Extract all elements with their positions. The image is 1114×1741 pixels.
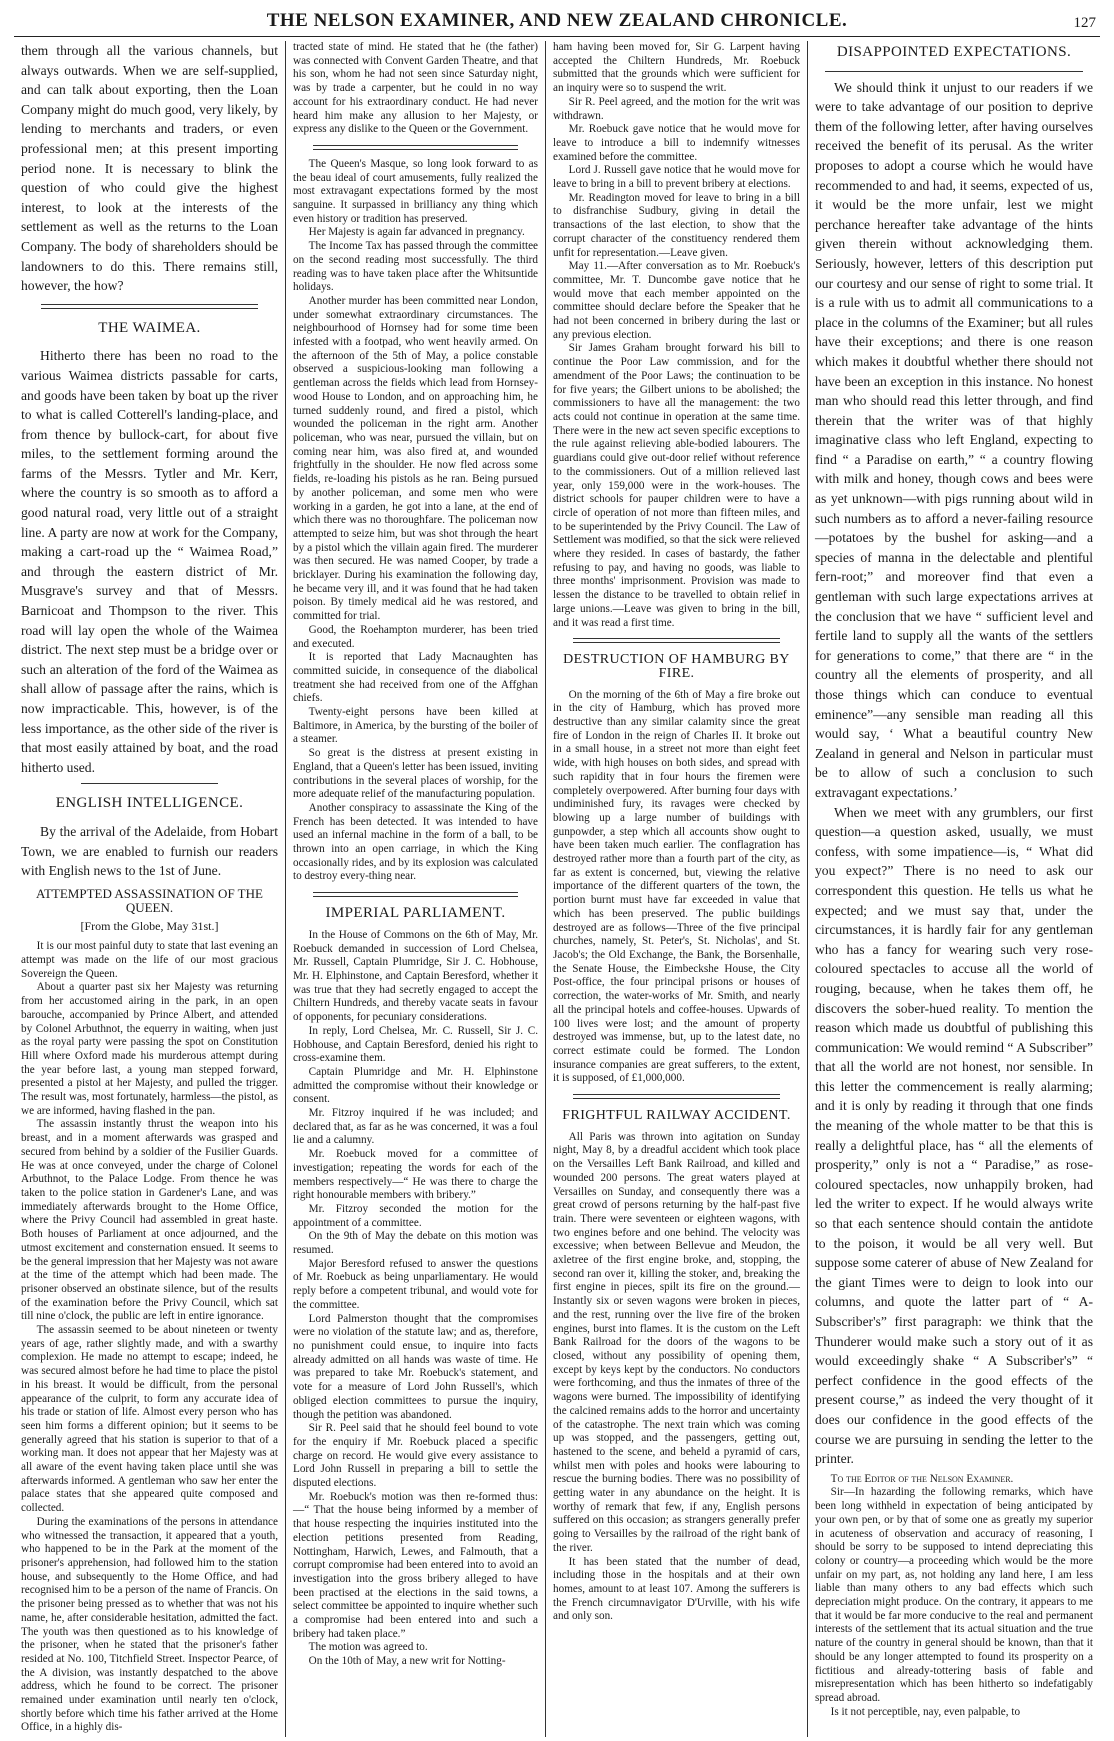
editorial-paragraph: We should think it unjust to our readers if we were to take advantage of our position to deprive them of the following letter, after having ourselves received the benefit of its perusal. As the writer proposes to adopt a course which he would have recommended to and had, it seems, expected of us, it would be the more unfair, lest we might perchance hereafter take advantage of the hints given therein without acknowledging them. Seriously, however, letters of this description put our courtesy and our sense of right to some trial. It is a rule with us to admit all communications to a place in the columns of the Examiner; but all rules have their exceptions; and there is one reason which makes it doubtful whether there should not have been an exception in this instance. No honest man who should read this letter through, and find therein that the writer was of that highly imaginative class who left England, expecting to find “ a Paradise on earth,” “ a country flowing with milk and honey, though cows and bees were as yet unknown—with pigs running about wild in such numbers as to afford a never-failing resource—potatoes by the bushel for asking—and a species of manna in the delectable and plentiful fern-root;” and moreover find that even a gentleman with such large expectations arrives at the conclusion that we have “ sufficient level and fertile land to supply all the wants of the settlers for generations to come,” that there are “ in the country all the elements of prosperity, and all those things which can conduce to eventual eminence”—any sensible man reading all this would say, ‘ What a beautiful country New Zealand in general and Nelson in particular must be to allow of such a conclusion to such extravagant expectations.’ <box>815 79 1093 800</box>
waimea-heading: THE WAIMEA. <box>98 319 201 336</box>
parliament-paragraph: Mr. Roebuck moved for a committee of investigation; repeating the words for each of the members respectively—“ He was there to charge the right honourable members with bribery.” <box>293 1148 538 1202</box>
parliament-paragraph: In the House of Commons on the 6th of May, Mr. Roebuck demanded in succession of Lord Chelsea, Mr. Russell, Captain Plumridge, Sir J. C. Hobhouse, Mr. H. Elphinstone, and Captain Beresford, whether it was true that they had secretly engaged to accept the Chiltern Hundreds, and thereby vacate seats in favour of opponents, for pecuniary considerations. <box>293 928 538 1024</box>
divider <box>81 783 218 784</box>
parliament-paragraph: Mr. Fitzroy seconded the motion for the appointment of a committee. <box>293 1202 538 1229</box>
disappointed-expectations-heading: DISAPPOINTED EXPECTATIONS. <box>836 44 1072 60</box>
railway-paragraph: All Paris was thrown into agitation on Sunday night, May 8, by a dreadful accident which took place on the Versailles Left Bank Railroad, and killed and wounded 200 persons. The great waters played at Versailles on Sunday, and consequently there was a great crowd of persons returning by the half-past five train. There were seventeen or eighteen wagons, with two engines before and one behind. The velocity was excessive; when between Bellevue and Meudon, the axletree of the first engine broke, and, stopping, the second ran over it, killing the stoker, and, breaking the first engine in pieces, spilt its fire on the ground.—Instantly six or seven wagons were broken in pieces, and the rest, running over the live fire of the broken engines, burst into flames. It is the custom on the Left Bank Railroad for the doors of the wagons to be closed, without any possibility of opening them, except by keys kept by the conductors. No conductors were forthcoming, and thus the inmates of three of the wagons were burned. The impossibility of identifying the calcined remains adds to the horror and uncertainty of the catastrophe. The next train which was coming up was stopped, and the passengers, getting out, hastened to the scene, and beheld a pyramid of cars, whilst men with poles and hooks were labouring to rescue the burning bodies. There was no possibility of getting water in any abundance on the height. It is worthy of remark that few, if any, English persons suffered on this occasion; as strangers generally prefer going to Versailles by the railroad of the right bank of the river. <box>553 1130 800 1554</box>
parliament-paragraph: Lord J. Russell gave notice that he would move for leave to bring in a bill to prevent bribery at elections. <box>553 164 800 191</box>
column-3 <box>546 41 808 1737</box>
parliament-paragraph: Captain Plumridge and Mr. H. Elphinstone admitted the compromise without their knowledge or consent. <box>293 1065 538 1106</box>
parliament-paragraph: Sir R. Peel agreed, and the motion for the writ was withdrawn. <box>553 95 800 122</box>
column-2 <box>286 41 546 1737</box>
news-paragraph: Good, the Roehampton murderer, has been tried and executed. <box>293 623 538 650</box>
railway-paragraph: It has been stated that the number of dead, including those in the hospitals and at their own homes, amount to at least 107. Among the sufferers is the French circumnavigator D'Urville, with his wife and only son. <box>553 1555 800 1623</box>
parliament-paragraph: Lord Palmerston thought that the compromises were no violation of the statute law; and as, therefore, no punishment could ensue, to inquire into facts already admitted on all hands was waste of time. He was prepared to take Mr. Roebuck's statement, and vote for a measure of Lord John Russell's, which obliged election committees to pursue the inquiry, though the petition was abandoned. <box>293 1312 538 1421</box>
parliament-paragraph: Mr. Roebuck's motion was then re-formed thus:—“ That the house being informed by a member of that house respecting the inquiries instituted into the election petitions presented from Reading, Nottingham, Harwich, Lewes, and Falmouth, that a corrupt compromise had been entered into to avoid an investigation into the gross bribery alleged to have been practised at the elections in the said towns, a select committee be appointed to inquire whether such a compromise had been entered into and such a bribery had taken place.” <box>293 1490 538 1640</box>
article-paragraph: It is our most painful duty to state that last evening an attempt was made on the life of our most gracious Sovereign the Queen. <box>21 940 278 980</box>
news-paragraph: The Income Tax has passed through the committee on the second reading most successfully. The third reading was to have taken place after the Whitsuntide holidays. <box>293 240 538 294</box>
parliament-paragraph: On the 10th of May, a new writ for Notting- <box>308 1655 506 1668</box>
article-paragraph: During the examinations of the persons in attendance who witnessed the transaction, it appeared that a youth, who happened to be in the Park at the moment of the prisoner's apprehension, had followed him to the station house, and subsequently to the Home Office, and had recognised him to be a person of the name of Francis. On the prisoner being pressed as to whether that was not his name, he, after considerable hesitation, admitted the fact. The youth was then questioned as to his knowledge of the prisoner, when he stated that the prisoner's father resided at No. 100, Titchfield Street. Inspector Pearce, of the A division, was instantly despatched to the above address, which he found to be correct. The prisoner remained under examination until nearly ten o'clock, shortly before which time his father arrived at the Home Office, in a highly dis- <box>21 1515 278 1734</box>
intro-paragraph: them through all the various channels, but always outwards. When we are self-supplied, and can talk about exporting, then the Loan Company might do much good, very likely, by lending to merchants and traders, or even professional men; at this present importing period none. It is necessary to blink the question of who could give the highest interest, to look at the interests of the settlement as well as the returns to the Loan Company. The body of shareholders should be landowners to do this. There remains still, however, the how? <box>21 43 278 294</box>
assassination-source: [From the Globe, May 31st.] <box>80 918 219 933</box>
divider <box>313 892 518 897</box>
news-paragraph: Another murder has been committed near London, under somewhat extraordinary circumstances. The neighbourhood of Hornsey had for some time been infested with a footpad, who went heavily armed. On the afternoon of the 5th of May, a police constable observed a suspicious-looking man following a gentleman across the fields which lead from Hornsey-wood House to London, and on approaching him, he turned suddenly round, and fired a pistol, which wounded the policeman in the right arm. Another policeman, who was near, pursued the villain, but on coming near him, was also fired at, and wounded frightfully in the shoulder. He now fled across some fields, re-loading his pistols as he ran. Being pursued by another policeman, and some men who were working in a garden, he got into a lane, at the end of which there was no thoroughfare. The policeman now attempted to seize him, but was shot through the heart by a pistol which the villain again fired. The murderer was then secured. He was named Cooper, by trade a bricklayer. During his examination the following day, he became very ill, and it was found that he had taken poison. By timely medical aid he was restored, and committed for trial. <box>293 294 538 623</box>
news-paragraph: The Queen's Masque, so long look forward to as the beau ideal of court amusements, fully realized the most extravagant expectations formed by the most sanguine. It surpassed in brilliancy any thing which even history or tradition has preserved. <box>293 157 538 225</box>
parliament-paragraph: Major Beresford refused to answer the questions of Mr. Roebuck as being unparliamentary. He would reply before a competent tribunal, and would vote for the committee. <box>293 1257 538 1311</box>
hamburg-paragraph: On the morning of the 6th of May a fire broke out in the city of Hamburg, which has proved more destructive than any similar calamity since the great fire of London in the reign of Charles II. It broke out in a small house, in a street not more than eight feet wide, with high houses on both sides, and spread with such rapidity that in four hours the firemen were completely overpowered. After burning four days with undiminished fury, its ravages were checked by blowing up a large number of buildings with gunpowder, a step which all accounts show ought to have been taken much earlier. The conflagration has destroyed rather more than a fourth part of the city, as far as extent is concerned, but, viewing the relative importance of the different quarters of the town, the portion burnt must have far exceeded in value that which has been preserved. The public buildings destroyed are as follows—Three of the five principal churches, namely, St. Peter's, St. Nicholas', and St. Jacob's; the Old Exchange, the Bank, the Borsenhalle, the Senate House, the Eimbeckshe House, the City Post-office, the four principal prisons or houses of correction, the water-works of Mr. Smith, and nearly all the principal hotels and coffee-houses. Upwards of 100 lives were lost; and the amount of property destroyed was immense, but, up to the latest date, no correct estimate could be formed. The London insurance companies are great sufferers, to the extent, it is supposed, of £1,000,000. <box>553 688 800 1085</box>
parliament-paragraph: In reply, Lord Chelsea, Mr. C. Russell, Sir J. C. Hobhouse, and Captain Beresford, denied his right to cross-examine them. <box>293 1024 538 1065</box>
column-4 <box>808 41 1100 1737</box>
newspaper-title: THE NELSON EXAMINER, AND NEW ZEALAND CHRONICLE. <box>266 10 848 31</box>
news-paragraph: Another conspiracy to assassinate the King of the French has been detected. It was intended to have used an infernal machine in the form of a ball, to be thrown into an open carriage, in which the King occasionally rides, and by its explosion was calculated to destroy every-thing near. <box>293 801 538 883</box>
parliament-paragraph: On the 9th of May the debate on this motion was resumed. <box>293 1230 538 1257</box>
article-paragraph: tracted state of mind. He stated that he (the father) was connected with Convent Garden Theatre, and that his son, whom he had not seen since Saturday night, was by trade a carpenter, but he could in no way account for his extraordinary conduct. He had never heard him make any allusion to her Majesty, or express any dislike to the Queen or the Government. <box>293 41 538 136</box>
hamburg-heading: DESTRUCTION OF HAMBURG BY FIRE. <box>563 652 790 681</box>
waimea-paragraph: Hitherto there has been no road to the various Waimea districts passable for carts, and goods have been taken by boat up the river to what is called Cotterell's landing-place, and from thence by bullock-cart, for about five miles, to the settlement forming around the farms of the Messrs. Tytler and Mr. Kerr, where the country is so smooth as to afford a good natural road, very little out of a straight line. A party are now at work for the Company, making a cart-road up the “ Waimea Road,” and through the eastern district of Mr. Musgrave's survey and that of Messrs. Barnicoat and Thompson to the river. This road will lay open the whole of the Waimea district. The next step must be a bridge over or such an alteration of the ford of the Waimea as shall allow of passage after the rains, which is now impracticable. This, however, is of the less importance, as the other side of the river is that most easily attained by boat, and the road hitherto used. <box>21 348 278 775</box>
parliament-paragraph: Sir James Graham brought forward his bill to continue the Poor Law commission, and for the amendment of the Poor Laws; the continuation to be for five years; the Gilbert unions to be abolished; the commissioners to have all the management: the two acts could not continue in operation at the same time. There were in the new act seven specific exceptions to the rule against relieving able-bodied labourers. The guardians could give out-door relief without reference to the commissioners. Out of a million relieved last year, only 159,000 were in the work-houses. The district schools for pauper children were to have a circle of operation of not more than fifteen miles, and to be superintended by the Privy Council. The Law of Settlement was modified, so that the sick were relieved where they resided. In cases of bastardy, the father refusing to pay, and having no goods, was liable to three months' imprisonment. Provision was made to lessen the distance to be travelled to obtain relief in large unions.—Leave was given to bring in the bill, and it was read a first time. <box>553 342 800 629</box>
news-paragraph: Twenty-eight persons have been killed at Baltimore, in America, by the bursting of the boiler of a steamer. <box>293 706 538 746</box>
imperial-parliament-heading: IMPERIAL PARLIAMENT. <box>325 905 506 922</box>
parliament-paragraph: May 11.—After conversation as to Mr. Roebuck's committee, Mr. T. Duncombe gave notice that he would move that each member appointed on the committee should declare before the Speaker that he had not been concerned in bribery during the last or any previous election. <box>553 260 800 341</box>
english-intelligence-heading: ENGLISH INTELLIGENCE. <box>55 795 244 812</box>
divider <box>41 304 258 309</box>
letter <box>815 1473 1093 1720</box>
divider <box>573 638 780 643</box>
parliament-paragraph: Mr. Fitzroy inquired if he was included; and declared that, as far as he was concerned, it was a foul lie and a calumny. <box>293 1107 538 1147</box>
article-paragraph: The assassin instantly thrust the weapon into his breast, and in a moment afterwards was grasped and secured from behind by a soldier of the Fusilier Guards. He was at once conveyed, under the charge of Colonel Arbuthnot, to the Palace Lodge. From thence he was taken to the police station in Gardener's Lane, and was immediately afterwards brought to the Home Office, where the Privy Council had assembled in great haste. Both houses of Parliament at once adjourned, and the utmost excitement and consternation ensued. It seems to be the general impression that her Majesty was not aware at the time of the attempt which had been made. The prisoner observed an obstinate silence, but of the results of the examination before the Privy Council, which sat till nine o'clock, the public are left in entire ignorance. <box>21 1118 278 1323</box>
editorial-paragraph: When we meet with any grumblers, our first question—a question asked, usually, we must confess, with some impatience—is, “ What did you expect?” There is no need to ask our correspondent this question. He tells us what he expected; and we must say that, under the circumstances, it is hardly fair for any gentleman who has a fancy for wearing such very rose-coloured spectacles to accuse all the world of rouging, because, when he takes them off, he discovers the sober-hued reality. To mention the reason which made us doubtful of publishing this communication: We would remind “ A Subscriber” that all the world are not honest, nor sensible. In this letter the commencement is really alarming; and it is only by reading it through that one finds the meaning of the whole matter to be that this is really a delightful place, has “ all the elements of prosperity,” only is not a “ Paradise,” as rose-coloured spectacles, now unhappily broken, had led the writer to expect. If he would always write so that each sentence should contain the antidote to the poison, it would be all very well. But suppose some caterer of abuse of New Zealand for the giant Times were to deign to look into our columns, and quote the latter part of “ A-Subscriber's” first paragraph: we think that the Thunderer would make such a story out of it as would exceedingly shake “ A Subscriber's” “ perfect confidence in the good effects of the present course,” as indeed the very thought of it does our confidence in the good effects of the course we are pursuing in sending the letter to the printer. <box>815 804 1093 1467</box>
parliament-paragraph: The motion was agreed to. <box>308 1641 428 1654</box>
railway-heading: FRIGHTFUL RAILWAY ACCIDENT. <box>562 1108 791 1124</box>
divider <box>313 145 518 150</box>
parliament-paragraph: Sir R. Peel said that he should feel bound to vote for the enquiry if Mr. Roebuck placed a specific charge on record. He would give every assistance to Lord John Russell in preparing a bill to settle the disputed elections. <box>293 1422 538 1490</box>
letter-paragraph: Is it not perceptible, nay, even palpable, to <box>830 1705 1021 1718</box>
masthead <box>14 6 1100 37</box>
divider <box>573 1094 780 1099</box>
parliament-paragraph: Mr. Readington moved for leave to bring in a bill to disfranchise Sudbury, giving in detail the transactions of the last election, to show that the corrupt character of the constituency rendered them unfit for representation.—Leave given. <box>553 191 800 259</box>
columns <box>14 41 1100 1737</box>
letter-paragraph: Sir—In hazarding the following remarks, which have been long withheld in expectation of being anticipated by your own pen, or by that of some one as greatly my superior in acuteness of observation and accuracy of reasoning, I should be sorry to be supposed to intend depreciating this colony or country—a proceeding which would be the more unfair on my part, as, not holding any land here, I am less liable than many others to any bad effects which such depreciation might produce. On the contrary, it appears to me that it would be far more conducive to the real and permanent interests of the settlement that its actual situation and the true nature of the country in general should be known, than that it should be any longer attempted to found its prosperity on a fictitious and already-tottering basis of fable and misrepresentation which has been hitherto so indefatigably spread abroad. <box>815 1486 1093 1704</box>
letter-salutation: To the Editor of the Nelson Examiner. <box>830 1472 1014 1485</box>
column-1 <box>14 41 286 1737</box>
assassination-heading: ATTEMPTED ASSASSINATION OF THE QUEEN. <box>36 885 263 915</box>
english-intelligence-paragraph: By the arrival of the Adelaide, from Hobart Town, we are enabled to furnish our readers with English news to the 1st of June. <box>21 823 278 879</box>
article-paragraph: The assassin seemed to be about nineteen or twenty years of age, rather slightly made, and with a swarthy complexion. He made no attempt to escape; indeed, he was secured almost before he had time to place the pistol in his breast. It would be difficult, from the personal appearance of the culprit, to form any accurate idea of his trade or station of life. Almost every person who has seen him forms a different opinion; but it seems to be generally agreed that his station is superior to that of a working man. It does not appear that her Majesty was at all aware of the event having taken place until she was afterwards informed. A gentleman who saw her enter the palace states that she appeared quite composed and collected. <box>21 1324 278 1515</box>
divider <box>825 71 1083 72</box>
page-number: 127 <box>1073 15 1096 31</box>
parliament-paragraph: ham having been moved for, Sir G. Larpent having accepted the Chiltern Hundreds, Mr. Roebuck submitted that the grounds which were sufficient for an inquiry were so to suspend the writ. <box>553 41 800 95</box>
news-paragraph: So great is the distress at present existing in England, that a Queen's letter has been issued, inviting contributions in the several places of worship, for the more adequate relief of the manufacturing population. <box>293 747 538 801</box>
news-paragraph: It is reported that Lady Macnaughten has committed suicide, in consequence of the diabolical treatment she had received from one of the Affghan chiefs. <box>293 651 538 705</box>
parliament-paragraph: Mr. Roebuck gave notice that he would move for leave to introduce a bill to indemnify witnesses examined before the committee. <box>553 123 800 163</box>
news-paragraph: Her Majesty is again far advanced in pregnancy. <box>308 226 525 239</box>
article-paragraph: About a quarter past six her Majesty was returning from her accustomed airing in the park, in an open barouche, accompanied by Prince Albert, and attended by Colonel Arbuthnot, the equerry in waiting, when just as the royal party were passing the spot on Constitution Hill where Oxford made his murderous attempt during the year before last, a young man stepped forward, presented a pistol at her Majesty, and pulled the trigger. The result was, most fortunately, harmless—the pistol, as we are informed, having flashed in the pan. <box>21 981 278 1117</box>
assassination-body <box>21 940 278 1735</box>
